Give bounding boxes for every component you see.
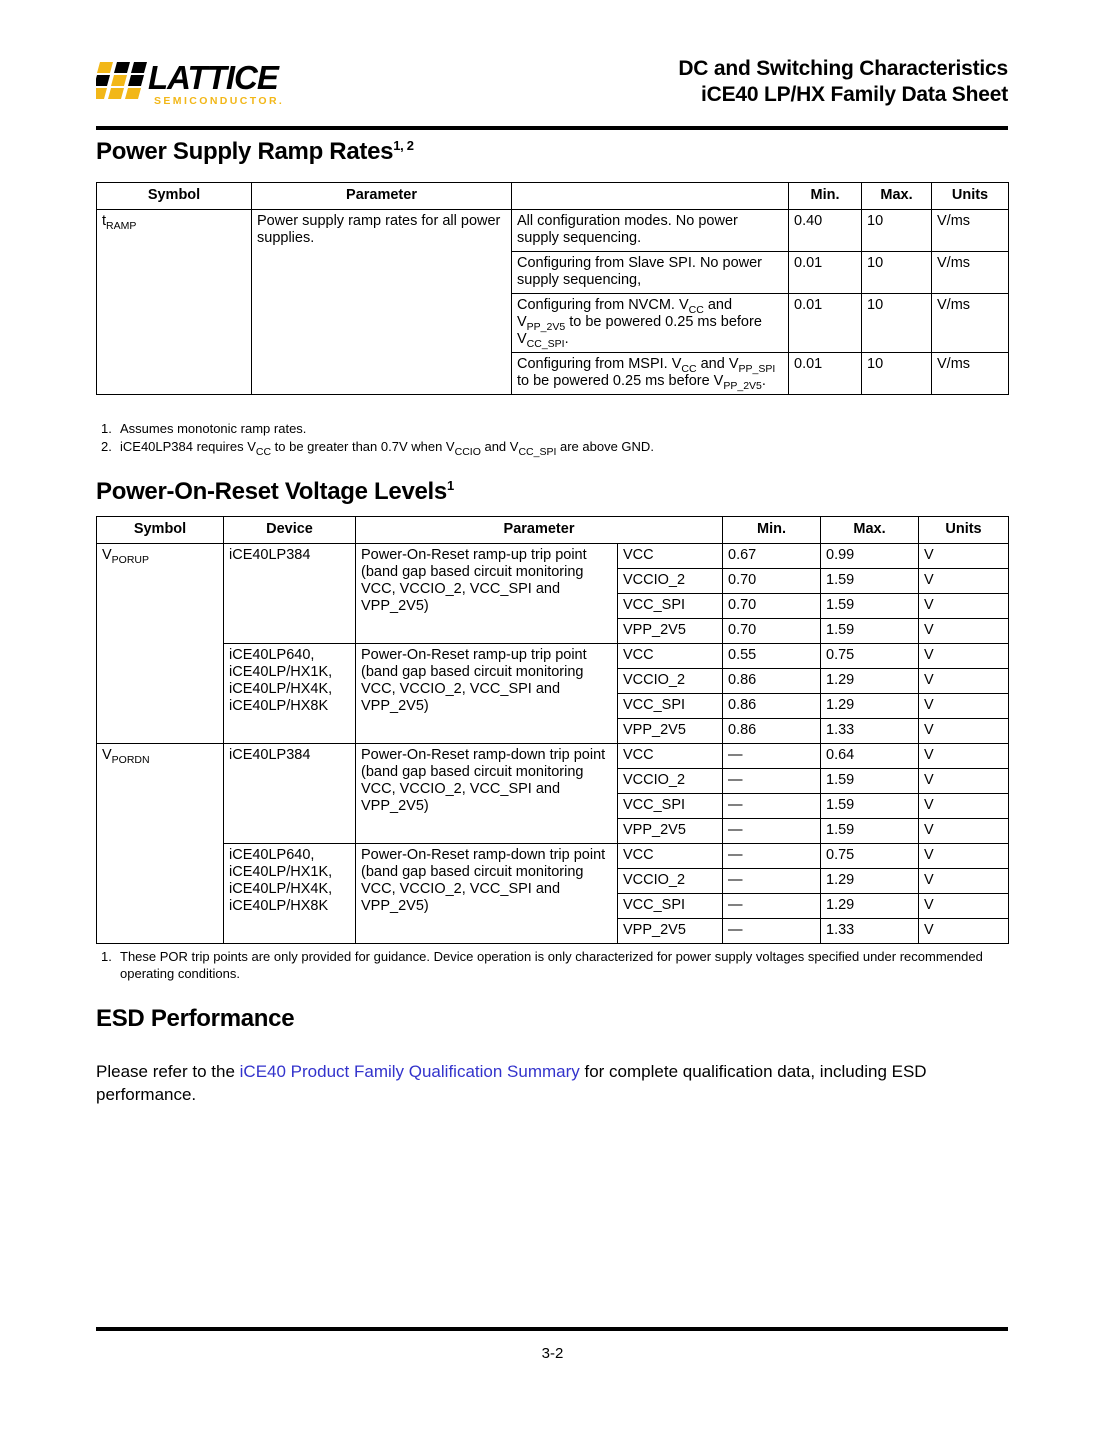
cell-max: 10 <box>862 353 932 395</box>
footnotes-por <box>96 948 1008 983</box>
cell-units: V <box>919 644 1009 669</box>
cell-min: — <box>723 844 821 869</box>
header-rule <box>96 126 1008 130</box>
cell-rail: VCC <box>618 744 723 769</box>
subscript: PP_SPI <box>738 363 776 375</box>
footnote-text: These POR trip points are only provided for guidance. Device operation is only characterized for power supply voltages specified under recommended operating conditions. <box>120 949 983 981</box>
cell-units: V <box>919 819 1009 844</box>
cell-min: 0.01 <box>789 252 862 294</box>
cell-rail: VCC_SPI <box>618 694 723 719</box>
cell-min: 0.70 <box>723 594 821 619</box>
cell-units: V <box>919 544 1009 569</box>
col-units: Units <box>919 517 1009 544</box>
cell-max: 1.59 <box>821 619 919 644</box>
cell-min: 0.40 <box>789 210 862 252</box>
cell-rail: VPP_2V5 <box>618 919 723 944</box>
header-title-line1: DC and Switching Characteristics <box>678 57 1008 80</box>
cell-units: V <box>919 744 1009 769</box>
cell-device: iCE40LP384 <box>224 744 356 844</box>
cell-min: — <box>723 819 821 844</box>
cell-rail: VCC <box>618 644 723 669</box>
cell-max: 10 <box>862 210 932 252</box>
col-symbol: Symbol <box>97 517 224 544</box>
footnote-item <box>96 420 1008 437</box>
footnote-number: 1. <box>101 421 112 436</box>
header-title-line2: iCE40 LP/HX Family Data Sheet <box>701 83 1008 106</box>
cell-max: 1.33 <box>821 919 919 944</box>
col-parameter: Parameter <box>356 517 723 544</box>
col-max: Max. <box>862 183 932 210</box>
cell-units: V <box>919 869 1009 894</box>
cell-max: 1.59 <box>821 794 919 819</box>
heading-por-text: Power-On-Reset Voltage Levels <box>96 478 447 505</box>
cell-units: V <box>919 844 1009 869</box>
cell-max: 1.59 <box>821 819 919 844</box>
cell-condition: Configuring from MSPI. $V_{CC}$ and $V_{PP\_SPI}$ to be powered 0.25 ms before $V_{PP\_2V5}$. <box>512 353 789 395</box>
footnotes-ramp <box>96 420 1008 456</box>
cell-units: V <box>919 919 1009 944</box>
cell-units: V <box>919 569 1009 594</box>
cell-units: V/ms <box>932 353 1009 395</box>
subscript: CC <box>255 446 272 458</box>
cell-units: V/ms <box>932 210 1009 252</box>
cell-min: — <box>723 769 821 794</box>
cell-max: 1.29 <box>821 869 919 894</box>
lattice-logo <box>96 56 334 110</box>
cell-max: 10 <box>862 252 932 294</box>
cell-units: V/ms <box>932 294 1009 353</box>
footnote-text: Assumes monotonic ramp rates. <box>120 421 307 436</box>
cell-min: 0.67 <box>723 544 821 569</box>
subscript: CC_SPI <box>518 446 557 458</box>
col-device: Device <box>224 517 356 544</box>
cell-rail: VPP_2V5 <box>618 719 723 744</box>
footnote-text: iCE40LP384 requires $V_{CC}$ to be greater than 0.7V when $V_{CCIO}$ and $V_{CC\_SPI}$ are above GND. <box>120 439 654 458</box>
cell-max: 0.99 <box>821 544 919 569</box>
cell-rail: VCCIO_2 <box>618 669 723 694</box>
col-condition <box>512 183 789 210</box>
subscript: CC <box>681 363 697 375</box>
col-parameter: Parameter <box>252 183 512 210</box>
cell-units: V <box>919 669 1009 694</box>
table-ramp-header-row <box>97 183 1009 210</box>
cell-parameter: Power-On-Reset ramp-down trip point (band gap based circuit monitoring VCC, VCCIO_2, VCC_SPI and VPP_2V5) <box>356 844 618 944</box>
cell-max: 0.64 <box>821 744 919 769</box>
cell-min: — <box>723 744 821 769</box>
cell-symbol: $t_{RAMP}$ <box>97 210 252 395</box>
cell-rail: VCC_SPI <box>618 594 723 619</box>
cell-symbol: $V_{PORUP}$ <box>97 544 224 744</box>
col-min: Min. <box>723 517 821 544</box>
cell-rail: VCCIO_2 <box>618 769 723 794</box>
cell-parameter: Power-On-Reset ramp-down trip point (band gap based circuit monitoring VCC, VCCIO_2, VCC_SPI and VPP_2V5) <box>356 744 618 844</box>
cell-max: 10 <box>862 294 932 353</box>
cell-max: 1.29 <box>821 669 919 694</box>
cell-device: iCE40LP640, iCE40LP/HX1K, iCE40LP/HX4K, iCE40LP/HX8K <box>224 844 356 944</box>
col-units: Units <box>932 183 1009 210</box>
cell-parameter: Power-On-Reset ramp-up trip point (band gap based circuit monitoring VCC, VCCIO_2, VCC_SPI and VPP_2V5) <box>356 544 618 644</box>
cell-max: 1.59 <box>821 769 919 794</box>
cell-min: 0.01 <box>789 294 862 353</box>
footnote-number: 2. <box>101 439 112 454</box>
footer-rule <box>96 1327 1008 1331</box>
cell-units: V/ms <box>932 252 1009 294</box>
cell-max: 0.75 <box>821 644 919 669</box>
cell-parameter: Power supply ramp rates for all power supplies. <box>252 210 512 395</box>
heading-por-footnote-marker: 1 <box>446 478 454 493</box>
page-number: 3-2 <box>541 1345 564 1362</box>
subscript: PP_2V5 <box>723 380 762 392</box>
cell-max: 0.75 <box>821 844 919 869</box>
link-ice40-qualification-summary[interactable]: iCE40 Product Family Qualification Summary <box>239 1062 580 1081</box>
cell-condition: All configuration modes. No power supply sequencing. <box>512 210 789 252</box>
cell-rail: VCCIO_2 <box>618 569 723 594</box>
cell-units: V <box>919 594 1009 619</box>
heading-ramp-footnote-marker: 1, 2 <box>393 138 414 153</box>
subscript: PP_2V5 <box>526 321 566 333</box>
svg-text:SEMICONDUCTOR.: SEMICONDUCTOR. <box>154 95 285 107</box>
cell-max: 1.29 <box>821 894 919 919</box>
esd-paragraph <box>96 1060 1012 1106</box>
cell-min: 0.55 <box>723 644 821 669</box>
footnote-number: 1. <box>101 949 112 964</box>
cell-min: 0.86 <box>723 719 821 744</box>
cell-min: 0.70 <box>723 619 821 644</box>
cell-min: — <box>723 794 821 819</box>
cell-min: — <box>723 894 821 919</box>
cell-min: 0.01 <box>789 353 862 395</box>
footnote-item <box>96 948 1008 982</box>
col-symbol: Symbol <box>97 183 252 210</box>
heading-ramp-text: Power Supply Ramp Rates <box>96 138 394 165</box>
cell-condition: Configuring from Slave SPI. No power supply sequencing, <box>512 252 789 294</box>
table-row <box>97 544 1009 569</box>
table-power-supply-ramp-rates <box>96 182 1009 395</box>
page-header <box>96 52 1008 120</box>
cell-device: iCE40LP640, iCE40LP/HX1K, iCE40LP/HX4K, iCE40LP/HX8K <box>224 644 356 744</box>
esd-text-before: Please refer to the <box>96 1062 240 1081</box>
cell-rail: VPP_2V5 <box>618 819 723 844</box>
cell-units: V <box>919 769 1009 794</box>
heading-esd-performance: ESD Performance <box>96 1005 295 1032</box>
cell-device: iCE40LP384 <box>224 544 356 644</box>
subscript: CC_SPI <box>526 338 565 350</box>
cell-max: 1.33 <box>821 719 919 744</box>
col-max: Max. <box>821 517 919 544</box>
cell-min: — <box>723 869 821 894</box>
cell-units: V <box>919 794 1009 819</box>
cell-rail: VCC <box>618 844 723 869</box>
subscript: CCIO <box>454 446 481 458</box>
cell-min: 0.86 <box>723 694 821 719</box>
cell-rail: VCC <box>618 544 723 569</box>
table-por-header-row <box>97 517 1009 544</box>
cell-rail: VPP_2V5 <box>618 619 723 644</box>
cell-condition: Configuring from NVCM. $V_{CC}$ and $V_{PP\_2V5}$ to be powered 0.25 ms before $V_{CC\_SPI}$. <box>512 294 789 353</box>
footnote-item <box>96 438 1008 458</box>
subscript: CC <box>688 304 704 316</box>
cell-units: V <box>919 694 1009 719</box>
table-row <box>97 744 1009 769</box>
cell-parameter: Power-On-Reset ramp-up trip point (band gap based circuit monitoring VCC, VCCIO_2, VCC_SPI and VPP_2V5) <box>356 644 618 744</box>
col-min: Min. <box>789 183 862 210</box>
cell-units: V <box>919 619 1009 644</box>
svg-text:LATTICE: LATTICE <box>148 59 278 96</box>
subscript: PORDN <box>111 754 150 766</box>
table-row <box>97 644 1009 669</box>
heading-power-supply-ramp-rates <box>96 138 414 166</box>
cell-max: 1.59 <box>821 569 919 594</box>
cell-symbol: $V_{PORDN}$ <box>97 744 224 944</box>
cell-rail: VCC_SPI <box>618 894 723 919</box>
cell-rail: VCC_SPI <box>618 794 723 819</box>
cell-max: 1.59 <box>821 594 919 619</box>
cell-min: 0.70 <box>723 569 821 594</box>
subscript: RAMP <box>106 220 137 232</box>
cell-units: V <box>919 719 1009 744</box>
cell-min: — <box>723 919 821 944</box>
header-titles <box>678 52 1008 108</box>
table-power-on-reset-voltage-levels <box>96 516 1009 944</box>
esd-text-after: for complete qualification data, including ESD performance. <box>96 1062 927 1104</box>
cell-units: V <box>919 894 1009 919</box>
table-row <box>97 844 1009 869</box>
cell-min: 0.86 <box>723 669 821 694</box>
cell-rail: VCCIO_2 <box>618 869 723 894</box>
subscript: PORUP <box>111 554 150 566</box>
table-row <box>97 210 1009 252</box>
cell-max: 1.29 <box>821 694 919 719</box>
heading-power-on-reset-voltage-levels <box>96 478 454 506</box>
